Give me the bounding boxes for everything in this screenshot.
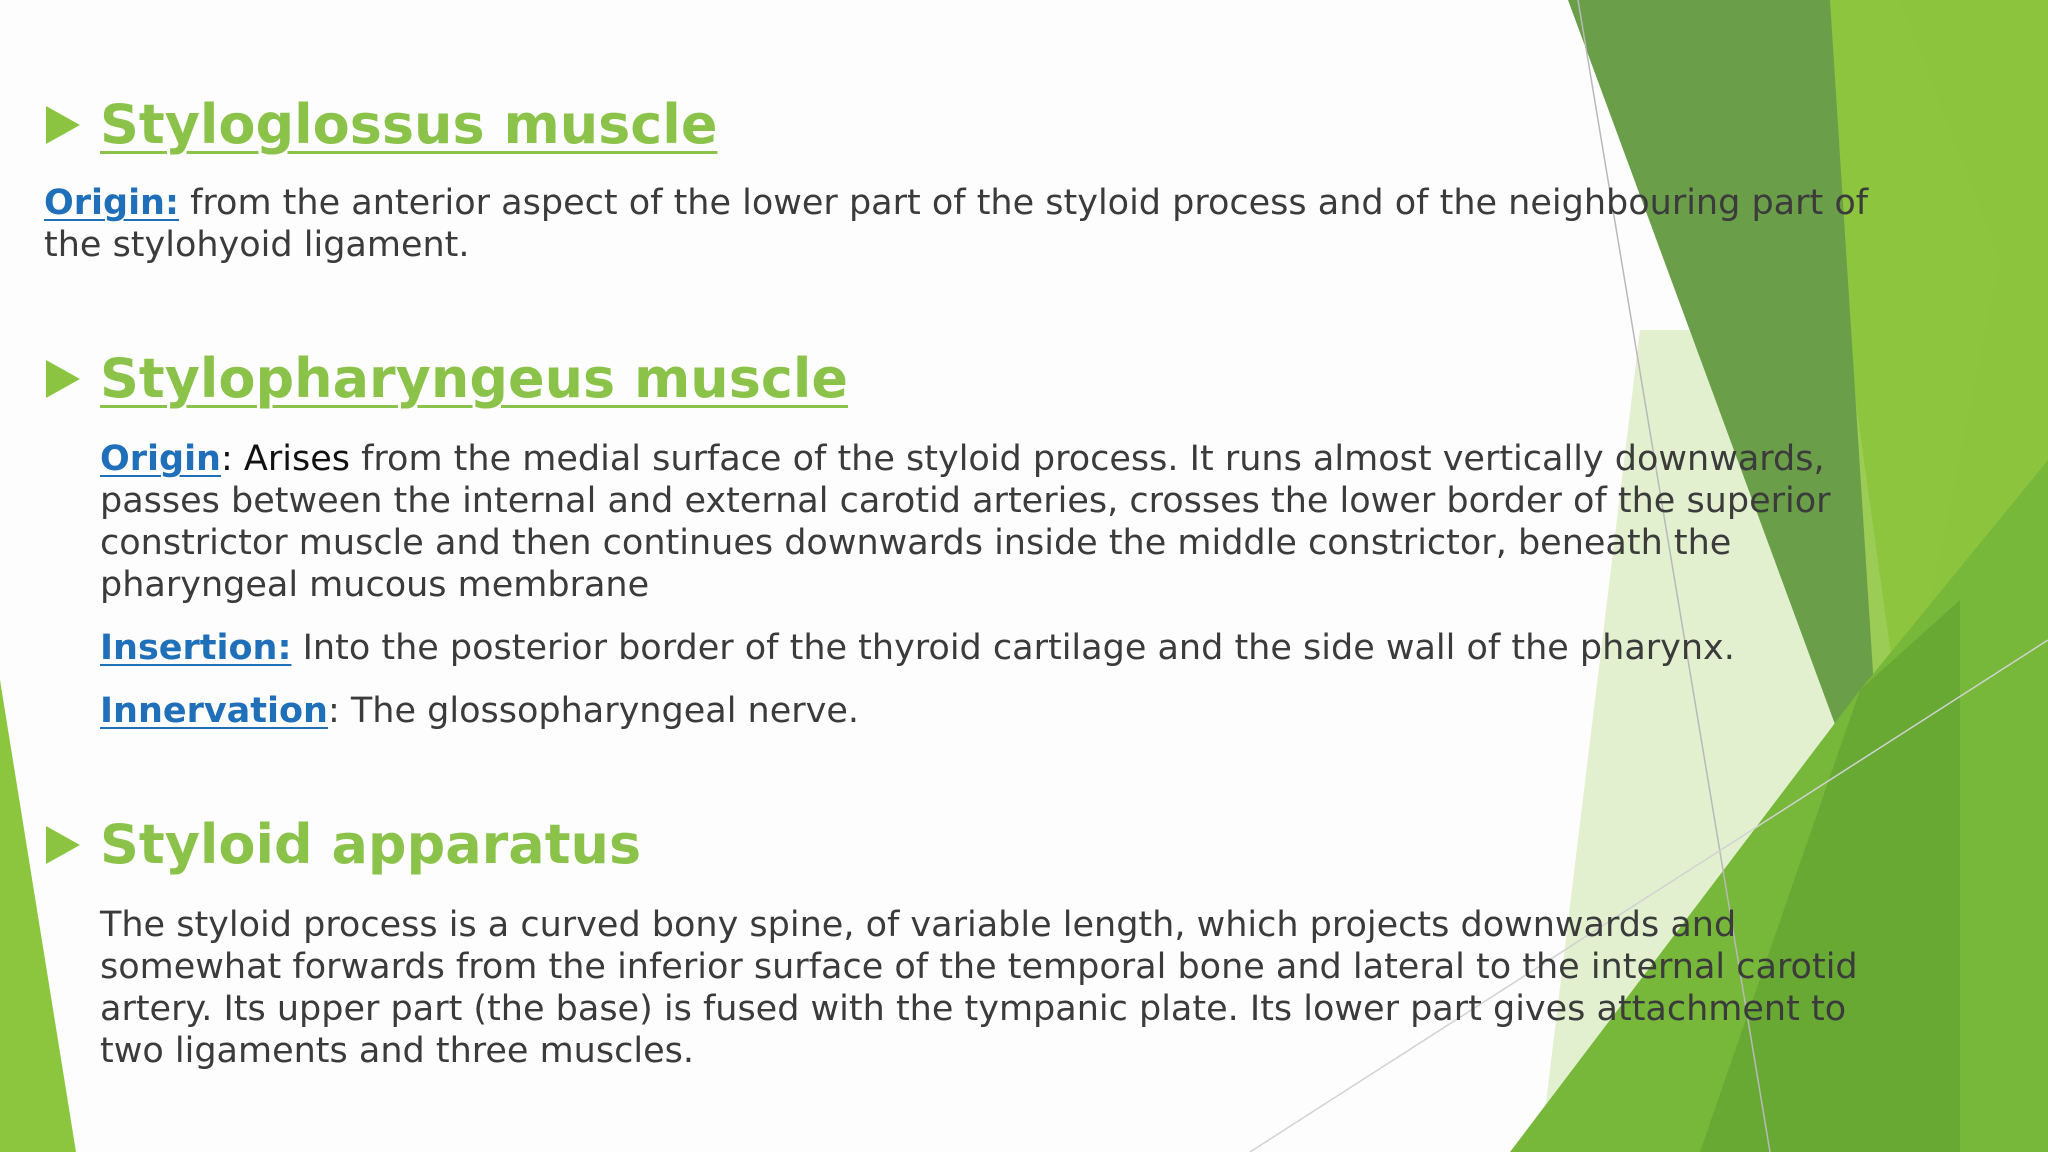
section-title[interactable]: Styloglossus muscle [100, 93, 718, 156]
section-heading-styloid-apparatus [46, 813, 642, 876]
stylopharyngeus-innervation-paragraph [100, 690, 1920, 732]
origin-label[interactable]: Origin [100, 439, 221, 479]
section-heading-styloglossus [46, 93, 718, 156]
origin-text: from the anterior aspect of the lower part of the styloid process and of the neighbouring part of the stylohyoid ligament. [44, 183, 1880, 265]
triangle-right-icon [46, 826, 80, 864]
stylopharyngeus-origin-paragraph [100, 438, 1920, 606]
triangle-right-icon [46, 360, 80, 398]
origin-text: from the medial surface of the styloid process. It runs almost vertically downwards, passes between the internal and external carotid arteries, crosses the lower border of the superior constrictor muscle and then continues downwards inside the middle constrictor, beneath the pharyngeal mucous membrane [100, 439, 1842, 605]
origin-first-word: Arises [243, 439, 350, 479]
stylopharyngeus-insertion-paragraph [100, 627, 1920, 669]
section-title[interactable]: Stylopharyngeus muscle [100, 347, 848, 410]
section-title: Styloid apparatus [100, 813, 642, 876]
origin-label[interactable]: Origin: [44, 183, 179, 223]
styloglossus-origin-paragraph [44, 182, 1924, 266]
innervation-text: : The glossopharyngeal nerve. [327, 691, 860, 731]
styloid-apparatus-body-paragraph: The styloid process is a curved bony spine, of variable length, which projects downwards and somewhat forwards from the inferior surface of the temporal bone and lateral to the internal carotid artery. Its upper part (the base) is fused with the tympanic plate. Its lower part gives attachment to two ligaments and three muscles. [100, 905, 1869, 1071]
insertion-label[interactable]: Insertion: [100, 628, 292, 668]
origin-colon: : [220, 439, 233, 479]
section-heading-stylopharyngeus [46, 347, 848, 410]
insertion-text: Into the posterior border of the thyroid cartilage and the side wall of the pharynx. [291, 628, 1735, 668]
triangle-right-icon [46, 106, 80, 144]
innervation-label[interactable]: Innervation [100, 691, 328, 731]
